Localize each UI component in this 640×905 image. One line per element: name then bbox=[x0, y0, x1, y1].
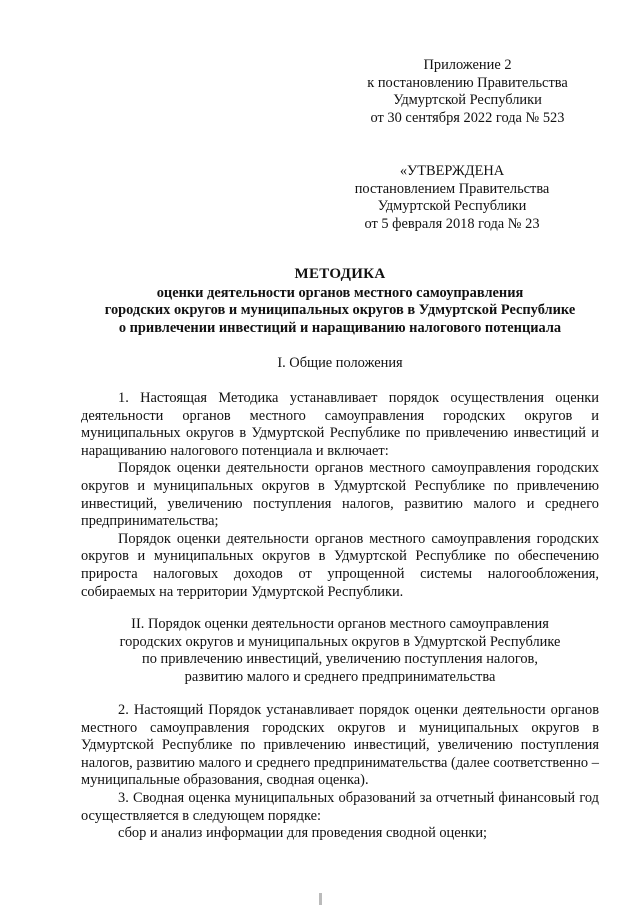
section-2-heading bbox=[70, 616, 610, 686]
document-title-block bbox=[70, 266, 610, 337]
document-subtitle-line: оценки деятельности органов местного самоуправления bbox=[156, 284, 524, 301]
paragraph: 1. Настоящая Методика устанавливает порядок осуществления оценки деятельности органов местного самоуправления городских округов и муниципальных округов в Удмуртской Республике по привлечению инвестиций и наращиванию налогового потенциала и включает: bbox=[81, 390, 599, 459]
document-title: МЕТОДИКА bbox=[294, 266, 386, 282]
paragraph: Порядок оценки деятельности органов местного самоуправления городских округов и муниципальных округов в Удмуртской Республике по привлечению инвестиций, увеличению поступления налогов, развитию малого и среднего предпринимательства; bbox=[81, 460, 599, 530]
document-subtitle-line: городских округов и муниципальных округов в Удмуртской Республике bbox=[104, 302, 576, 319]
section-2-body bbox=[81, 702, 599, 843]
document-subtitle-line: о привлечении инвестиций и наращиванию налогового потенциала bbox=[118, 319, 562, 336]
approval-block bbox=[352, 163, 552, 233]
scan-mark bbox=[319, 893, 322, 905]
annex-line: от 30 сентября 2022 года № 523 bbox=[370, 109, 565, 126]
section-2-heading-line: развитию малого и среднего предпринимательства bbox=[184, 668, 496, 685]
paragraph: сбор и анализ информации для проведения сводной оценки; bbox=[118, 825, 488, 842]
section-2-heading-line: городских округов и муниципальных округов в Удмуртской Республике bbox=[119, 633, 561, 650]
approval-line: «УТВЕРЖДЕНА bbox=[399, 163, 505, 179]
paragraph: 2. Настоящий Порядок устанавливает порядок оценки деятельности органов местного самоуправления городских округов и муниципальных округов в Удмуртской Республике по привлечению инвестиций, увеличению поступления налогов, развитию малого и среднего предпринимательства (далее соответственно – муниципальные образования, сводная оценка). bbox=[81, 702, 599, 789]
approval-line: от 5 февраля 2018 года № 23 bbox=[364, 215, 540, 232]
annex-line: Приложение 2 bbox=[423, 57, 512, 73]
section-1-heading: I. Общие положения bbox=[277, 355, 403, 371]
section-1-body bbox=[81, 390, 599, 601]
paragraph: 3. Сводная оценка муниципальных образований за отчетный финансовый год осуществляется в следующем порядке: bbox=[81, 789, 599, 824]
approval-line: Удмуртской Республики bbox=[377, 198, 527, 215]
approval-line: постановлением Правительства bbox=[354, 180, 550, 197]
paragraph: Порядок оценки деятельности органов местного самоуправления городских округов и муниципальных округов в Удмуртской Республике по обеспечению прироста налоговых доходов от упрощенной системы налогообложения, собираемых на территории Удмуртской Республики. bbox=[81, 530, 599, 600]
section-2-heading-line: по привлечению инвестиций, увеличению поступления налогов, bbox=[142, 651, 538, 668]
annex-block bbox=[355, 57, 580, 127]
annex-line: Удмуртской Республики bbox=[393, 92, 542, 109]
annex-line: к постановлению Правительства bbox=[367, 74, 568, 91]
section-2-heading-line: II. Порядок оценки деятельности органов местного самоуправления bbox=[131, 616, 549, 632]
